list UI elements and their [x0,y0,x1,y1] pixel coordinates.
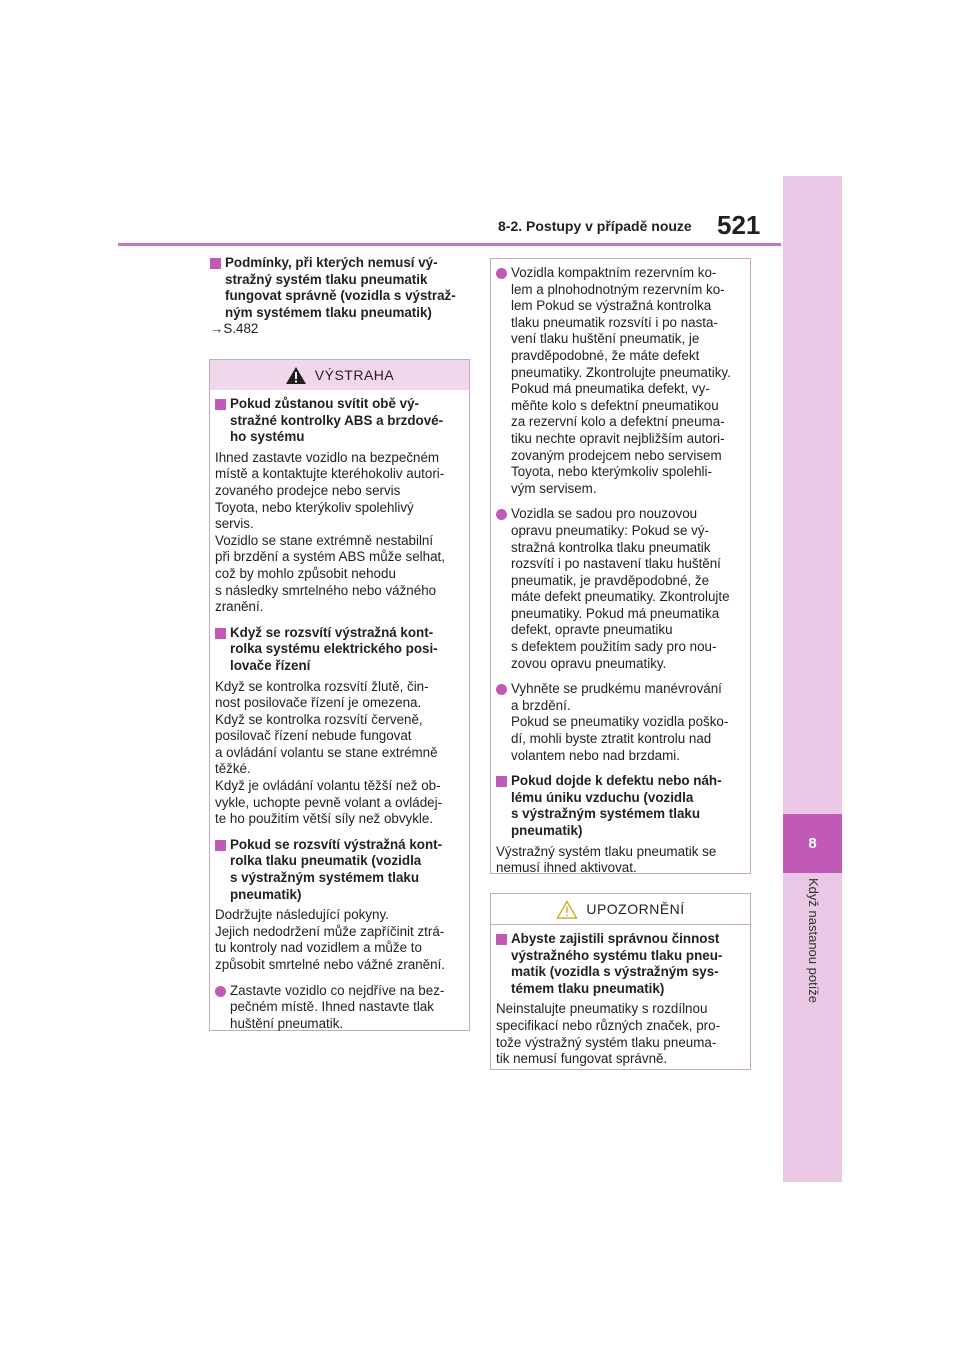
left-intro [210,255,468,338]
chapter-sidebar [783,176,842,1182]
warning-text-eps: Když se kontrolka rozsvítí žlutě, čin- nost posilovače řízení je omezena. Když se kontrolka rozsvítí červeně, posilovač řízení nebude fungovat a ovládání volantu se stane extrémně těžké. Když je ovládání volantu těžší než ob- vykle, uchopte pevně volant a ovládej- te ho použitím větší síly než obvykle. [215,678,443,827]
section-title: 8-2. Postupy v případě nouze [498,218,692,234]
round-bullet-icon [496,684,507,695]
list-item: Vyhněte se prudkému manévrování a brzdění. Pokud se pneumatiky vozidla poško- dí, mohli byste ztratit kontrolu nad volantem nebo nad brzdami. [496,681,745,764]
list-item: Vozidla kompaktním rezervním ko- lem a plnohodnotným rezervním ko- lem Pokud se výstražná kontrolka tlaku pneumatik rozsvítí i po nasta- vení tlaku huštění pneumatik, je pravděpodobné, že máte defekt pneumatiky. Zkontrolujte pneumatiky. Pokud má pneumatika defekt, vy- měňte kolo s defektní pneumatikou za rezervní kolo a defektní pneuma- tiku nechte opravit nejbližším autori- zovaným prodejcem nebo servisem Toyota, nebo kterýmkoliv spolehli- vým servisem. [496,265,745,497]
warning-box-continued [490,258,751,874]
notice-box [490,893,751,1070]
notice-text: Neinstalujte pneumatiky s rozdílnou specifikací nebo různých značek, pro- tože výstražný systém tlaku pneuma- tik nemusí fungovat správně. [496,1001,721,1067]
round-bullet-icon [496,509,507,520]
notice-box-body [491,925,750,1074]
warning-box-header [210,360,469,390]
notice-label: UPOZORNĚNÍ [586,901,685,917]
warning-heading-puncture: Pokud dojde k defektu nebo náh- lému úniku vzduchu (vozidla s výstražným systémem tlaku pneumatik) [496,773,745,839]
warning-heading-tpws: Pokud se rozsvítí výstražná kont- rolka tlaku pneumatik (vozidla s výstražným systémem tlaku pneumatik) [215,837,464,903]
warning-heading-abs: Pokud zůstanou svítit obě vý- stražné kontrolky ABS a brzdové- ho systému [215,396,464,446]
warning-heading-eps: Když se rozsvítí výstražná kont- rolka systému elektrického posi- lovače řízení [215,625,464,675]
notice-heading: Abyste zajistili správnou činnost výstražného systému tlaku pneu- matik (vozidla s výstražným sys- témem tlaku pneumatik) [496,931,745,997]
header-rule [118,243,781,246]
square-bullet-icon [496,776,507,787]
warning-box [209,359,470,1031]
square-bullet-icon [210,258,221,269]
round-bullet-icon [215,986,226,997]
warning-label: VÝSTRAHA [314,367,395,383]
intro-heading: Podmínky, při kterých nemusí vý- stražný systém tlaku pneumatik fungovat správně (vozidla s výstraž- ným systémem tlaku pneumatik) [210,255,468,321]
warning-cont-body [491,259,750,883]
page-number: 521 [717,210,761,240]
square-bullet-icon [215,840,226,851]
page-reference-link[interactable]: →S.482 [210,321,259,337]
warning-text-tpws: Dodržujte následující pokyny. Jejich nedodržení může zapříčinit ztrá- tu kontroly nad vozidlem a může to způsobit smrtelné nebo vážné zranění. [215,907,446,972]
warning-text-abs: Ihned zastavte vozidlo na bezpečném místě a kontaktujte kteréhokoliv autori- zovaného prodejce nebo servis Toyota, nebo kterýkoliv spolehlivý servis. Vozidlo se stane extrémně nestabilní při brzdění a systém ABS může selhat, což by mohlo způsobit nehodu s následky smrtelného nebo vážného zranění. [215,449,445,615]
square-bullet-icon [215,628,226,639]
list-item: Zastavte vozidlo co nejdříve na bez- pečném místě. Ihned nastavte tlak huštění pneumatik. [215,983,464,1033]
round-bullet-icon [496,268,507,279]
chapter-title: Když nastanou potíže [806,878,821,1004]
notice-box-header [491,894,750,925]
warning-triangle-icon [285,366,307,385]
notice-triangle-icon [556,900,578,919]
square-bullet-icon [215,399,226,410]
list-item: Vozidla se sadou pro nouzovou opravu pneumatiky: Pokud se vý- stražná kontrolka tlaku pneumatik rozsvítí i po nastavení tlaku huštění pneumatik, je pravděpodobné, že máte defekt pneumatiky. Zkontrolujte pneumatiky. Pokud má pneumatika defekt, opravte pneumatiku s defektem použitím sady pro nou- zovou opravu pneumatiky. [496,506,745,672]
warning-box-body [210,390,469,1038]
square-bullet-icon [496,934,507,945]
warning-text-puncture: Výstražný systém tlaku pneumatik se nemusí ihned aktivovat. [496,843,717,876]
chapter-number-tab[interactable]: 8 [783,814,842,873]
